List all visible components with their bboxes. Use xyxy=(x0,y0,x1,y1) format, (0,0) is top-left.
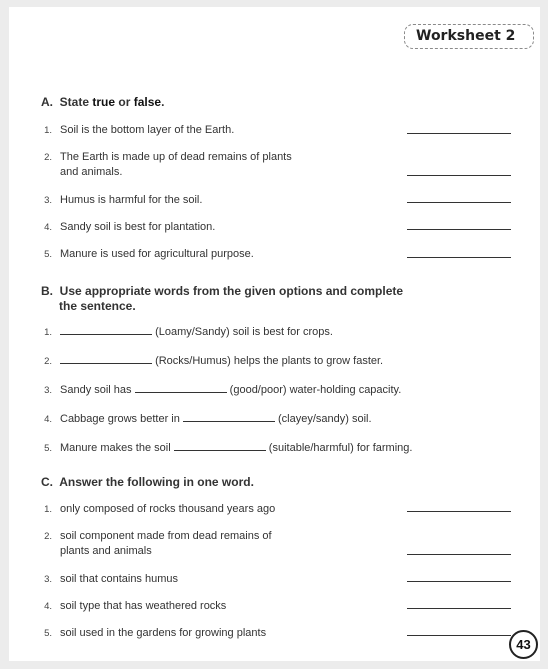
item-text: only composed of rocks thousand years ago xyxy=(60,503,276,515)
fill-item xyxy=(60,353,383,369)
answer-line[interactable] xyxy=(407,133,511,134)
item-number: 1. xyxy=(44,125,52,136)
fill-item xyxy=(60,440,412,456)
answer-line[interactable] xyxy=(407,554,511,555)
answer-line[interactable] xyxy=(407,202,511,203)
section-a-mid: or xyxy=(115,95,134,109)
item-number: 2. xyxy=(44,531,52,542)
item-text: soil used in the gardens for growing plants xyxy=(60,627,267,639)
section-c-letter: C. xyxy=(41,475,53,489)
fill-item-after: (Loamy/Sandy) soil is best for crops. xyxy=(155,326,333,338)
item-text: Sandy soil is best for plantation. xyxy=(60,221,216,233)
item-number: 3. xyxy=(44,195,52,206)
worksheet-title: Worksheet 2 xyxy=(416,28,516,44)
section-a-post: . xyxy=(161,95,165,109)
fill-item-before: Sandy soil has xyxy=(60,384,132,396)
item-number: 4. xyxy=(44,222,52,233)
fill-item xyxy=(60,382,401,398)
fill-item-before: Cabbage grows better in xyxy=(60,413,180,425)
item-number: 1. xyxy=(44,327,52,338)
item-text: Humus is harmful for the soil. xyxy=(60,194,203,206)
item-number: 5. xyxy=(44,443,52,454)
item-number: 3. xyxy=(44,574,52,585)
answer-line[interactable] xyxy=(407,581,511,582)
word-false: false xyxy=(133,95,162,109)
item-number: 5. xyxy=(44,628,52,639)
section-b-heading xyxy=(41,284,403,298)
item-text: soil that contains humus xyxy=(60,573,179,585)
item-text-line2: and animals. xyxy=(60,166,123,178)
item-text-line1: soil component made from dead remains of xyxy=(60,530,272,542)
fill-blank[interactable] xyxy=(135,382,227,393)
section-b-line1: Use appropriate words from the given options and complete xyxy=(59,284,404,298)
item-number: 4. xyxy=(44,601,52,612)
item-number: 1. xyxy=(44,504,52,515)
item-text-line1: The Earth is made up of dead remains of plants xyxy=(60,151,292,163)
answer-line[interactable] xyxy=(407,175,511,176)
item-text: soil type that has weathered rocks xyxy=(60,600,227,612)
fill-item xyxy=(60,324,333,340)
fill-blank[interactable] xyxy=(183,411,275,422)
fill-item xyxy=(60,411,372,427)
item-text-line2: plants and animals xyxy=(60,545,152,557)
answer-line[interactable] xyxy=(407,608,511,609)
page-number: 43 xyxy=(509,630,538,659)
answer-line[interactable] xyxy=(407,229,511,230)
answer-line[interactable] xyxy=(407,511,511,512)
section-b-heading-line2: the sentence. xyxy=(59,299,136,313)
item-number: 4. xyxy=(44,414,52,425)
item-number: 2. xyxy=(44,152,52,163)
answer-line[interactable] xyxy=(407,257,511,258)
item-text: Soil is the bottom layer of the Earth. xyxy=(60,124,235,136)
fill-item-after: (Rocks/Humus) helps the plants to grow faster. xyxy=(155,355,384,367)
word-true: true xyxy=(92,95,116,109)
item-number: 3. xyxy=(44,385,52,396)
fill-blank[interactable] xyxy=(174,440,266,451)
section-a-pre: State xyxy=(59,95,93,109)
item-number: 2. xyxy=(44,356,52,367)
fill-blank[interactable] xyxy=(60,353,152,364)
section-c-heading xyxy=(41,475,254,489)
fill-item-before: Manure makes the soil xyxy=(60,442,171,454)
fill-item-after: (suitable/harmful) for farming. xyxy=(268,442,413,454)
answer-line[interactable] xyxy=(407,635,511,636)
item-text: Manure is used for agricultural purpose. xyxy=(60,248,254,260)
fill-item-after: (good/poor) water-holding capacity. xyxy=(229,384,402,396)
section-a-heading xyxy=(41,95,164,109)
fill-blank[interactable] xyxy=(60,324,152,335)
section-c-title: Answer the following in one word. xyxy=(59,475,254,489)
worksheet-title-badge xyxy=(404,24,534,49)
fill-item-after: (clayey/sandy) soil. xyxy=(277,413,372,425)
section-b-letter: B. xyxy=(41,284,53,298)
section-a-letter: A. xyxy=(41,95,53,109)
item-number: 5. xyxy=(44,249,52,260)
